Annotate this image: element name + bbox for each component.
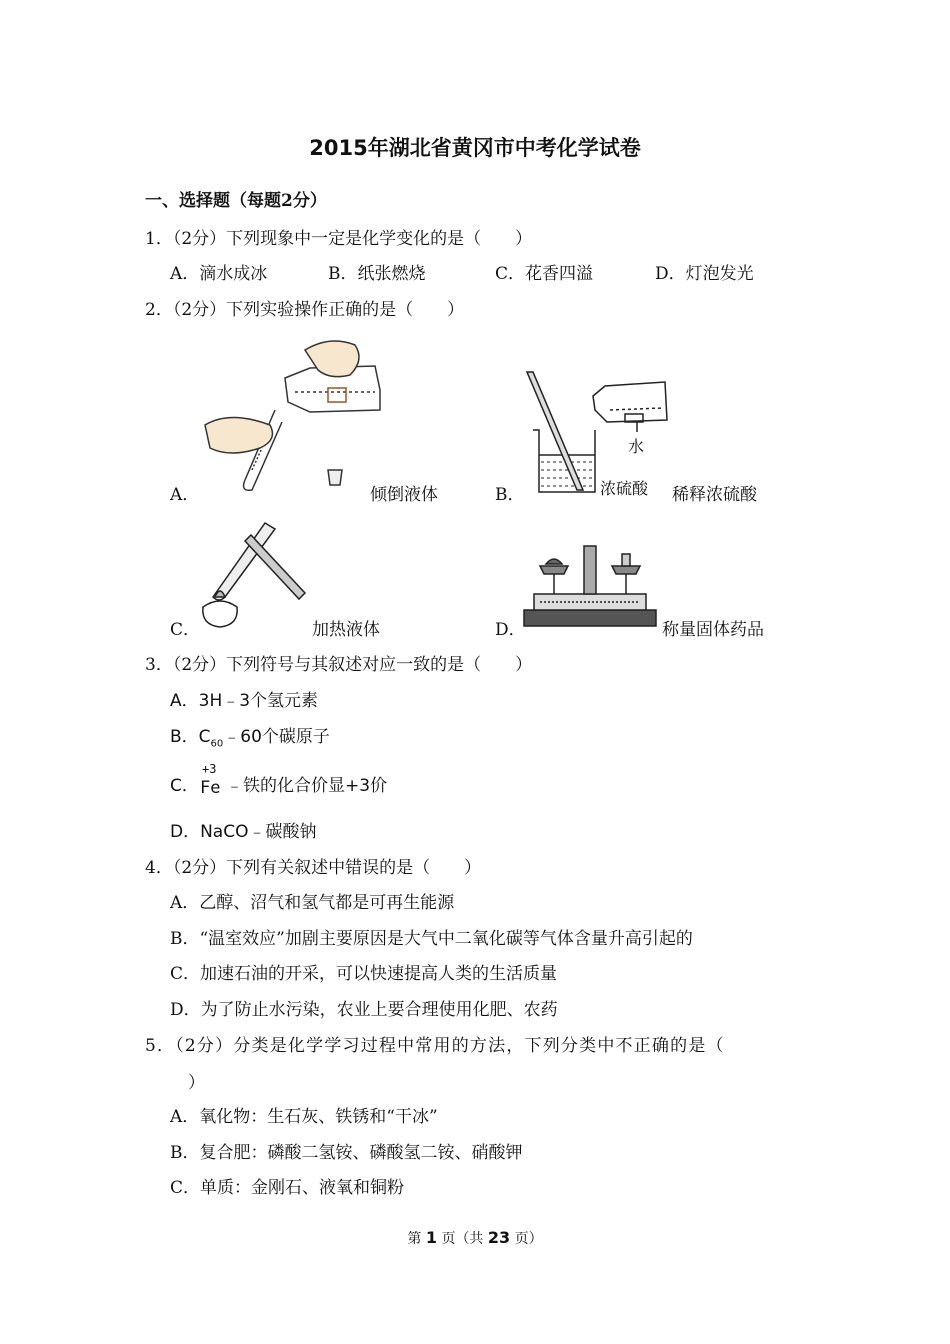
- question-2-option-b-text: 稀释浓硫酸: [672, 485, 757, 505]
- question-4-option-c: C．加速石油的开采，可以快速提高人类的生活质量: [170, 964, 558, 984]
- question-3-option-a: A．3H﹣3个氢元素: [170, 691, 319, 711]
- question-3-stem: 3．（2分）下列符号与其叙述对应一致的是（ ）: [145, 655, 533, 675]
- question-1-stem: 1．（2分）下列现象中一定是化学变化的是（ ）: [145, 229, 533, 249]
- current-page-number: 1: [425, 1228, 437, 1247]
- question-4-option-b: B．“温室效应”加剧主要原因是大气中二氧化碳等气体含量升高引起的: [170, 929, 693, 949]
- question-4-option-a: A．乙醇、沼气和氢气都是可再生能源: [170, 893, 455, 913]
- question-3-option-b: B．$C_{60}﹣60$个碳原子: [170, 727, 330, 750]
- question-5-stem-continued: ）: [188, 1073, 205, 1093]
- question-5-stem: 5．（2分）分类是化学学习过程中常用的方法，下列分类中不正确的是（: [145, 1036, 725, 1056]
- question-4-option-d: D．为了防止水污染，农业上要合理使用化肥、农药: [170, 1000, 558, 1020]
- question-2-option-d-letter: D．: [495, 620, 526, 640]
- question-5-option-a: A．氧化物：生石灰、铁锈和“干冰”: [170, 1107, 438, 1127]
- question-2-option-c-letter: C．: [170, 620, 201, 640]
- page-footer: 第 1 页（共 23 页）: [407, 1228, 543, 1247]
- question-1-option-c: C．花香四溢: [495, 264, 594, 284]
- question-2-option-b-letter: B．: [495, 485, 525, 505]
- question-3-option-d: D．NaCO﹣碳酸钠: [170, 822, 317, 842]
- question-1-option-b: B．纸张燃烧: [328, 264, 426, 284]
- pouring-liquid-illustration: [200, 330, 390, 500]
- question-2-option-a-letter: A．: [170, 485, 200, 505]
- question-1-option-a: A．滴水成冰: [170, 264, 268, 284]
- question-2-option-d-text: 称量固体药品: [662, 620, 764, 640]
- iron-valence-symbol: +3 Fe: [200, 762, 221, 798]
- label-water: 水: [628, 437, 645, 456]
- question-5-option-c: C．单质：金刚石、液氧和铜粉: [170, 1178, 405, 1198]
- question-2-option-c-text: 加热液体: [312, 620, 380, 640]
- question-2-option-a-text: 倾倒液体: [370, 485, 438, 505]
- section-heading: 一、选择题（每题2分）: [145, 191, 327, 211]
- heating-liquid-illustration: [195, 515, 310, 630]
- question-1-option-d: D．灯泡发光: [655, 264, 754, 284]
- balance-scale-illustration: [520, 540, 660, 630]
- question-4-stem: 4．（2分）下列有关叙述中错误的是（ ）: [145, 858, 482, 878]
- label-concentrated-acid: 浓硫酸: [600, 479, 649, 498]
- question-5-option-b: B．复合肥：磷酸二氢铵、磷酸氢二铵、硝酸钾: [170, 1143, 523, 1163]
- total-pages: 23: [487, 1228, 511, 1247]
- page-title: 2015年湖北省黄冈市中考化学试卷: [309, 136, 641, 160]
- question-3-option-c-text: ﹣铁的化合价显+3价: [226, 776, 388, 796]
- question-2-stem: 2．（2分）下列实验操作正确的是（ ）: [145, 300, 465, 320]
- question-3-option-c-letter: C．: [170, 776, 199, 796]
